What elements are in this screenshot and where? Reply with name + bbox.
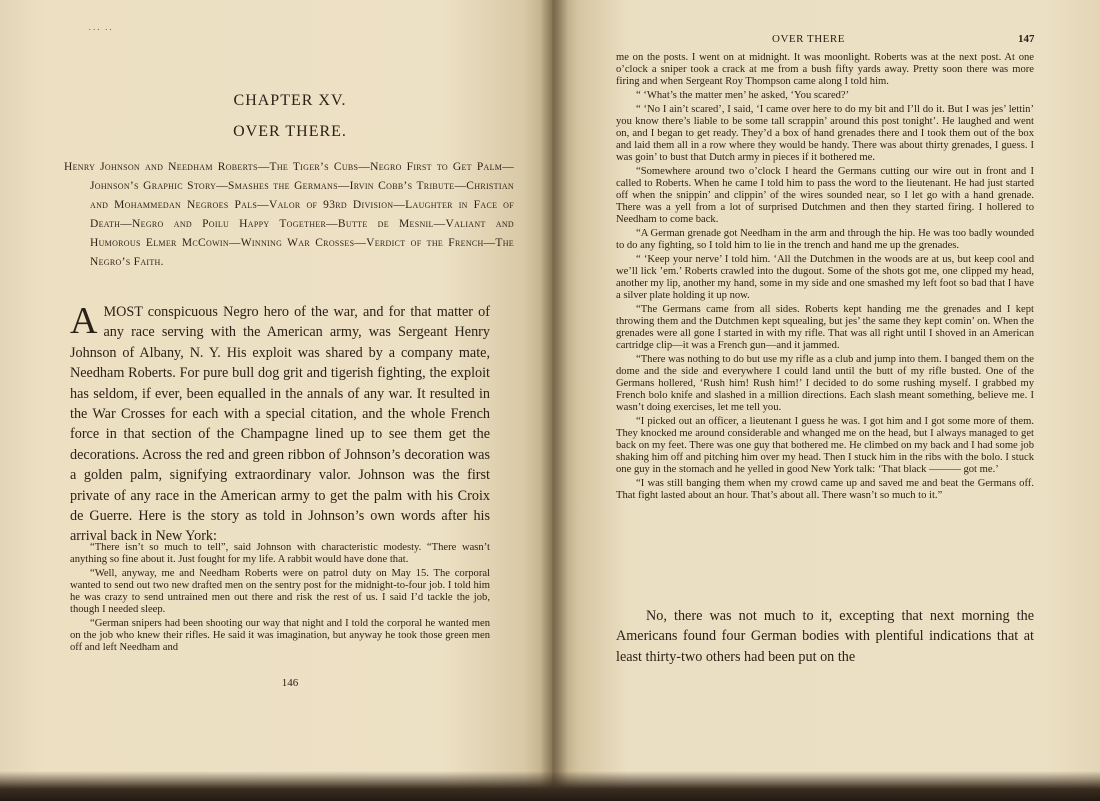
chapter-title: CHAPTER XV. (233, 92, 347, 109)
ink-smudge: ˙˙˙ ˙˙ (88, 28, 114, 39)
right-page-text (616, 52, 1034, 504)
text-paragraph: “ ‘Keep your nerve’ I told him. ‘All the Dutchmen in the woods are at us, but keep cool and we’ll lick ’em.’ Roberts crawled into the dugout. Some of the shots got me, one clipped my head, another my lip, another my hand, some in my side and one smashed my left foot so bad that I have a silver plate holding it up now. (616, 254, 1034, 301)
text-paragraph: “ ‘No I ain’t scared’, I said, ‘I came over here to do my bit and I’ll do it. But I was jes’ lettin’ you know there’s liable to be some tall scrappin’ around this post tonight’. He laughed and went on, and I began to get ready. They’d a box of hand grenades there and I took them out of the box and laid them all in a row where they would be handy. There was about thirty grenades, I guess. I was goin’ to bust that Dutch army in pieces if it bothered me. (616, 104, 1034, 163)
quote-paragraph: “There isn’t so much to tell”, said Johnson with characteristic modesty. “There wasn’t anything so fine about it. Just fought for my life. A rabbit would have done that. (70, 542, 490, 565)
text-paragraph: “I picked out an officer, a lieutenant I guess he was. I got him and I got some more of them. They knocked me around considerable and whanged me on the head, but I always managed to get back on my feet. There was one guy that bothered me. He climbed on my back and I had some job shaking him off and pitching him over my head. Then I stuck him in the ribs with the bolo. I stuck one guy in the stomach and he yelled in good New York talk: ‘That black ——— got me.’ (616, 416, 1034, 475)
quote-paragraph: “German snipers had been shooting our way that night and I told the corporal he wanted men on the job who knew their rifles. He said it was imagination, but anyway he took those green men off and left Needham and (70, 618, 490, 653)
quote-paragraph: “Well, anyway, me and Needham Roberts were on patrol duty on May 15. The corporal wanted to send out two new drafted men on the sentry post for the midnight-to-four job. I told him he was crazy to send untrained men out there and risk the rest of us. I said I’d tackle the job, though I needed sleep. (70, 568, 490, 615)
left-page-number: 146 (281, 677, 299, 689)
book-gutter (540, 0, 568, 801)
lead-paragraph (70, 302, 490, 547)
chapter-subtitle: OVER THERE. (233, 123, 347, 140)
chapter-synopsis: Henry Johnson and Needham Roberts—The Tiger’s Cubs—Negro First to Get Palm—Johnson’s Graphic Story—Smashes the Germans—Irvin Cobb’s Tribute—Christian and Mohammedan Negroes Pals—Valor of 93rd Division—Laughter in Face of Death—Negro and Poilu Happy Together—Butte de Mesnil—Valiant and Humorous Elmer McCowin—Winning War Crosses—Verdict of the French—The Negro’s Faith. (64, 161, 514, 268)
text-paragraph: “I was still banging them when my crowd came up and saved me and beat the Germans off. That fight lasted about an hour. That’s about all. There wasn’t so much to it.” (616, 478, 1034, 501)
text-paragraph: “The Germans came from all sides. Roberts kept handing me the grenades and I kept throwing them and the Dutchmen kept squealing, but jes’ the same they kept comin’ on. When the grenades were all gone I started in with my rifle. That was all right until I shoved in an American cartridge clip—it was a French gun—and it jammed. (616, 304, 1034, 351)
lead-paragraph-text: MOST conspicuous Negro hero of the war, and for that matter of any race serving with the American army, was Sergeant Henry Johnson of Albany, N. Y. His exploit was shared by a company mate, Needham Roberts. For pure bull dog grit and tigerish fighting, the exploit has seldom, if ever, been equalled in the annals of any war. It resulted in the War Crosses for each with a special citation, and the whole French force in that section of the Champagne lined up to see them get the decorations. Across the red and green ribbon of Johnson’s decoration was a golden palm, signifying extraordinary valor. Johnson was the first private of any race in the American army to get the palm with his Croix de Guerre. Here is the story as told in Johnson’s own words after his arrival back in New York: (70, 304, 490, 545)
page-bottom-shadow (0, 771, 1100, 801)
text-paragraph: “There was nothing to do but use my rifle as a club and jump into them. I banged them on the dome and the side and everywhere I could land until the butt of my rifle busted. One of the Germans hollered, ‘Rush him! Rush him!’ I decided to do some rushing myself. I grabbed my French bolo knife and slashed in a million directions. Each slash meant something, believe me. I wasn’t doing exercises, let me tell you. (616, 354, 1034, 413)
text-paragraph: “Somewhere around two o’clock I heard the Germans cutting our wire out in front and I called to Roberts. When he came I told him to pass the word to the lieutenant. He had just started off when the snippin’ and clippin’ of the wires sounded near, so I let go with a hand grenade. There was a yell from a lot of surprised Dutchmen and then they started firing. I hollered to Needham to come back. (616, 166, 1034, 225)
drop-cap: A (70, 300, 98, 342)
text-paragraph: “ ‘What’s the matter men’ he asked, ‘You scared?’ (636, 90, 850, 101)
closing-paragraph: No, there was not much to it, excepting that next morning the Americans found four German bodies with plentiful indications that at least thirty-two others had been put on the (616, 608, 1034, 665)
text-paragraph: “A German grenade got Needham in the arm and through the hip. He was too badly wounded to do any fighting, so I told him to lie in the trench and hand me up the grenades. (616, 228, 1034, 251)
running-head: OVER THERE (772, 33, 845, 45)
text-paragraph: me on the posts. I went on at midnight. It was moonlight. Roberts was at the next post. At one o’clock a sniper took a crack at me from a bush fifty yards away. Pretty soon there was more firing and when Sergeant Roy Thompson came along I told him. (616, 52, 1034, 87)
quote-block (70, 542, 490, 656)
right-page-number: 147 (1018, 33, 1035, 45)
